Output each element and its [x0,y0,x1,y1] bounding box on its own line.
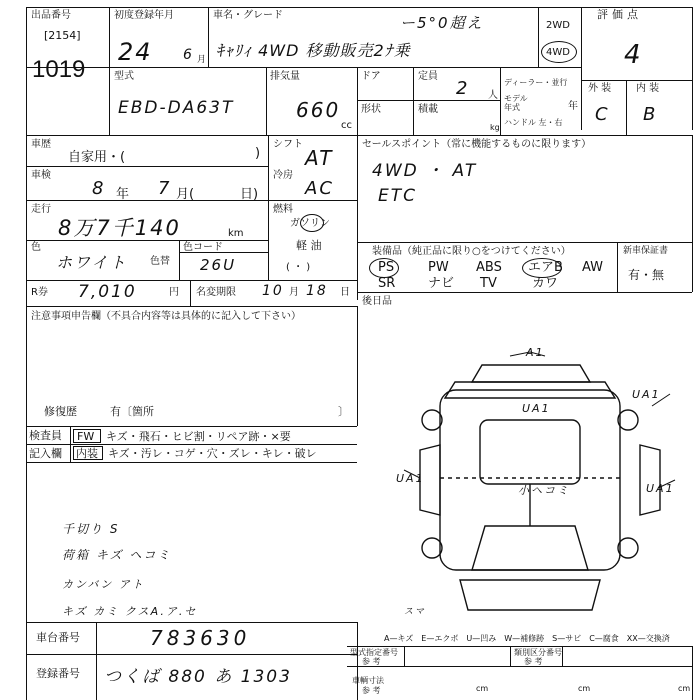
interior-check-label: 内装 [76,447,98,460]
size-unit-1: cm [476,684,489,693]
selling-point-1: 4WD ・ AT [372,161,478,181]
registration-number-label: 登録番号 [36,667,80,680]
class-ref-label: 類別区分番号 [514,648,562,657]
equip-sr: SR [378,276,396,291]
history-label: 車歴 [31,139,51,150]
equip-navi: ナビ [428,276,455,291]
fuel-label: 燃料 [273,204,293,215]
aircon-label: 冷房 [273,170,293,181]
selling-point-2: ETC [378,186,417,206]
inspection-month: 7 [158,178,172,199]
registration-month: 6 [183,47,194,63]
transfer-day: 18 [306,283,328,299]
car-name-label: 車名・グレード [213,10,283,21]
warranty-value: 有・無 [628,268,665,282]
model-year-label: モデル 年式 [504,94,528,112]
model-ref-sub: 参 考 [362,657,381,666]
registration-year: 24 [118,38,153,66]
color-label: 色 [31,242,41,253]
windshield-label: FW [77,430,95,443]
fuel-diesel: 軽 油 [296,239,322,252]
dealer-label: ディーラー・並行 [504,78,568,87]
model-value: EBD-DA63T [118,98,235,118]
handle-label: ハンドル 左・右 [504,118,563,127]
load-unit: kg [490,123,500,132]
drive-4wd: 4WD [546,47,570,58]
month-unit: 月 [197,55,207,65]
capacity-label: 定員 [418,71,438,82]
equip-tv: TV [480,276,497,291]
recycle-label: R券 [31,287,48,298]
damage-mark-left-side: UA1 [396,472,425,485]
repair-history-label: 修復歴 [44,405,77,418]
fuel-gasoline: ガソリン [290,218,330,229]
evaluation-label: 評価点 [597,8,642,21]
equipment-label: 装備品（純正品に限り○をつけてください） [372,246,571,257]
note-line-1: 千切り S [62,522,120,536]
damage-mark-roof: 小ヘコミ [518,484,570,497]
mileage-unit: km [228,228,244,239]
load-label: 積載 [418,104,438,115]
equip-aw: AW [582,260,604,275]
warranty-label: 新車保証書 [623,246,669,256]
inspector-label: 検査員 [29,429,62,442]
drive-2wd: 2WD [546,20,570,31]
color-value: ホワイト [56,253,128,272]
mileage-label: 走行 [31,204,51,215]
repair-history-value: 有〔箇所 [110,405,154,418]
transfer-month-unit: 月 [289,287,299,298]
color-change-label: 色替 [150,256,170,267]
lot-number-label: 出品番号 [31,10,71,21]
lot-code: [2154] [44,29,81,42]
after-items-label: 後日品 [362,296,392,307]
inspection-month-unit: 月( [176,187,195,202]
notes-label: 注意事項申告欄（不具合内容等は具体的に記入して下さい） [31,311,301,322]
capacity-value: 2 [456,78,470,99]
interior-label: 内 装 [636,83,660,94]
lot-number: 1019 [32,56,86,83]
class-ref-sub: 参 考 [524,657,543,666]
mileage-value: 8万7千140 [58,216,181,240]
chassis-number-label: 車台番号 [36,631,80,644]
equip-abs: ABS [476,260,502,275]
evaluation-score: 4 [624,40,643,70]
damage-mark-rear: スマ [404,607,426,617]
door-label: ドア [361,71,381,82]
history-value: 自家用・( [68,150,126,165]
equip-ps: PS [378,260,395,275]
shift-value: AT [305,146,334,170]
recycle-value: 7,010 [78,282,137,302]
year-unit: 年 [568,101,578,112]
displacement-unit: cc [341,120,352,131]
interior-check-items: キズ・汚レ・コゲ・穴・ズレ・キレ・破レ [108,447,317,460]
aircon-value: AC [305,178,334,199]
entry-label: 記入欄 [29,447,62,460]
damage-mark-roof-front: A1 [526,346,545,359]
damage-mark-right-front: UA1 [632,388,661,401]
note-line-2: 荷箱 キズ ヘコミ [62,548,172,562]
model-label: 型式 [114,71,134,82]
color-code-value: 26U [200,256,237,274]
transfer-month: 10 [262,283,284,299]
selling-points-label: セールスポイント（常に機能するものに限ります） [362,139,592,150]
car-name-value: ｷｬﾘｨ 4WD 移動販売2ﾅ乗 [216,41,411,60]
inspection-label: 車検 [31,170,51,181]
exterior-label: 外 装 [588,83,612,94]
chassis-number-value: 783630 [150,626,251,650]
damage-mark-right-side: UA1 [646,482,675,495]
shape-label: 形状 [361,104,381,115]
equip-airbag: エアB [528,260,563,275]
displacement-value: 660 [296,98,341,122]
exterior-grade: C [595,104,610,125]
car-name-note: ー5°0超え [400,14,484,32]
transfer-deadline-label: 名変期限 [196,287,236,298]
vehicle-size-sub: 参 考 [362,686,381,695]
displacement-label: 排気量 [270,71,300,82]
first-registration-label: 初度登録年月 [114,10,174,21]
model-ref-label: 型式指定番号 [350,648,398,657]
inspection-year-unit: 年 [116,187,130,202]
note-line-3: カンバン アト [62,578,145,591]
equip-pw: PW [428,260,449,275]
vehicle-size-label: 車輌寸法 [352,676,384,685]
damage-legend: A—キズ E—エクボ U—凹み W—補修跡 S—サビ C—腐食 XX—交換済 [384,634,670,643]
interior-grade: B [643,104,658,125]
capacity-unit: 人 [488,90,498,101]
equip-leather: カワ [532,276,559,291]
note-line-4: キズ カミ クスA.ア.セ [62,605,198,618]
fuel-other: ( ・ ) [286,262,311,273]
size-unit-2: cm [578,684,591,693]
recycle-unit: 円 [169,287,179,298]
windshield-items: キズ・飛石・ヒビ割・リペア跡・×要 [106,430,291,443]
history-close: ) [255,146,261,161]
shift-label: シフト [273,139,303,150]
repair-history-close: 〕 [338,405,349,418]
transfer-day-unit: 日 [340,287,350,298]
inspection-day-unit: 日) [240,187,259,202]
damage-mark-hood: UA1 [522,402,551,415]
registration-number-value: つくば 880 あ 1303 [104,667,292,687]
size-unit-3: cm [678,684,691,693]
color-code-label: 色コード [183,242,223,253]
inspection-year: 8 [92,178,106,199]
